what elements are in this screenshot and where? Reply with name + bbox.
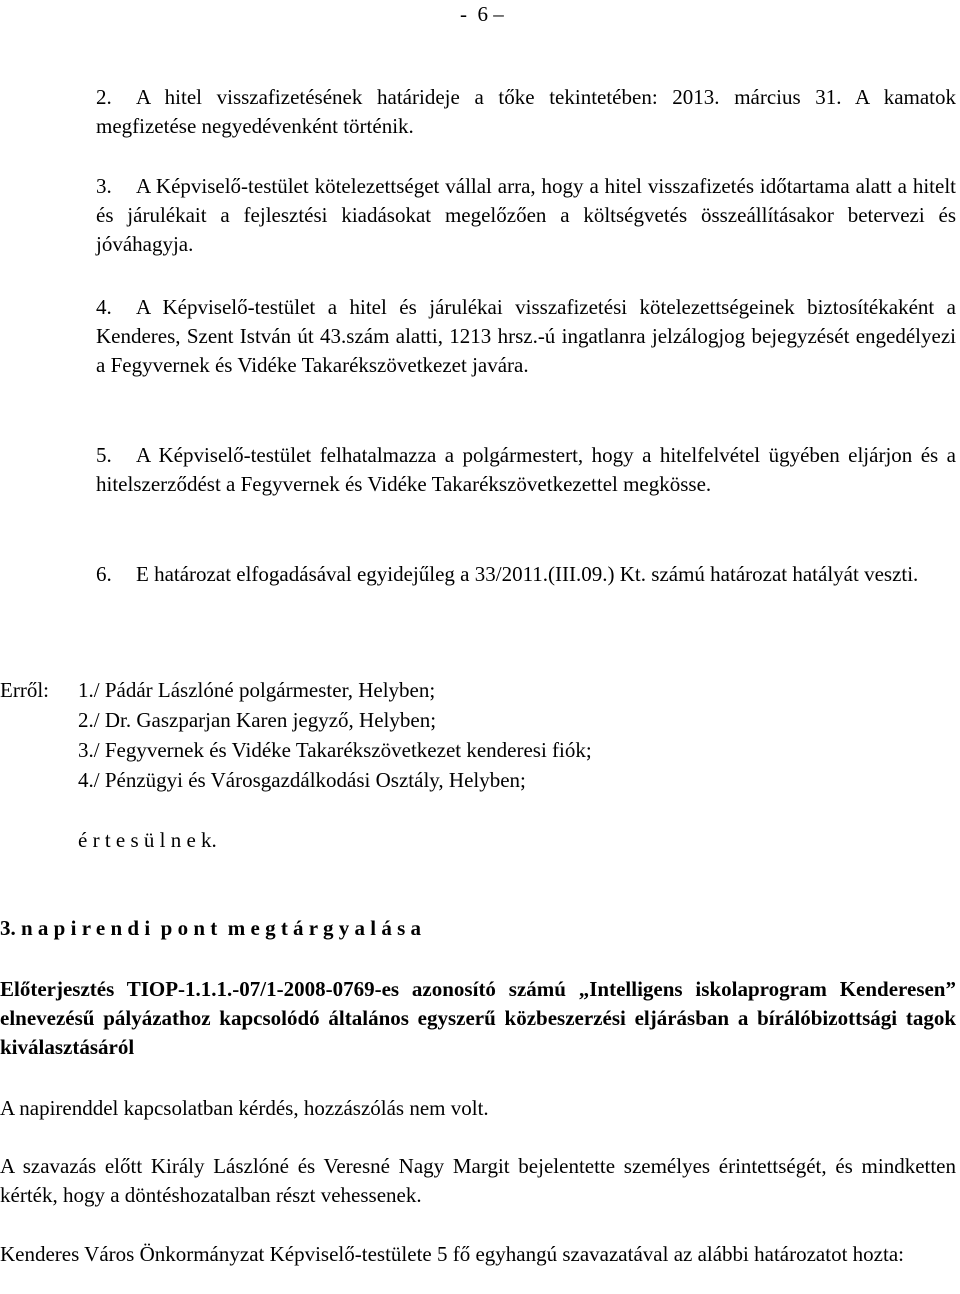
recipients-lead: Erről: (0, 678, 49, 702)
recipient-entry: 3./ Fegyvernek és Vidéke Takarékszövetkezet kenderesi fiók; (78, 738, 592, 762)
item-text: A Képviselő-testület felhatalmazza a polgármestert, hogy a hitelfelvétel ügyében eljárjon és a hitelszerződést a Fegyvernek és Vidéke Takarékszövetkezettel megkösse. (96, 443, 956, 496)
paragraph-no-questions: A napirenddel kapcsolatban kérdés, hozzászólás nem volt. (0, 1096, 489, 1120)
item-text: A Képviselő-testület a hitel és járulékai visszafizetési kötelezettségeinek biztosítékaként a Kenderes, Szent István út 43.szám alatti, 1213 hrsz.-ú ingatlanra jelzálogjog bejegyzését engedélyezi a Fegyvernek és Vidéke Takarékszövetkezet javára. (96, 295, 956, 377)
item-text: A hitel visszafizetésének határideje a tőke tekintetében: 2013. március 31. A kamatok megfizetése negyedévenként történik. (96, 85, 956, 138)
page-number: - 6 – (460, 2, 504, 26)
item-number: 6. (96, 562, 112, 586)
recipient-row (0, 766, 900, 796)
resolution-item-5 (96, 441, 956, 499)
resolution-item-6 (96, 560, 956, 589)
proposal-title: Előterjesztés TIOP-1.1.1.-07/1-2008-0769-es azonosító számú „Intelligens iskolaprogram Kenderesen” elnevezésű pályázathoz kapcsolódó általános egyszerű közbeszerzési eljárásban a bírálóbizottsági tagok kiválasztásáról (0, 977, 956, 1059)
agenda-heading (0, 914, 421, 943)
item-text: A Képviselő-testület kötelezettséget vállal arra, hogy a hitel visszafizetés időtartama alatt a hitelt és járulékait a fejlesztési kiadásokat megelőzően a költségvetés összeállításakor betervezi és jóváhagyja. (96, 174, 956, 256)
recipient-entry: 2./ Dr. Gaszparjan Karen jegyző, Helyben; (78, 708, 437, 732)
resolution-item-2 (96, 83, 956, 141)
agenda-number: 3. (0, 916, 16, 940)
resolution-item-4 (96, 293, 956, 380)
notification-note: é r t e s ü l n e k. (78, 828, 217, 852)
agenda-title: n a p i r e n d i p o n t m e g t á r g y a l á s a (21, 916, 422, 940)
recipient-entry: 1./ Pádár Lászlóné polgármester, Helyben; (78, 678, 436, 702)
resolution-item-3 (96, 172, 956, 259)
recipient-row (0, 736, 900, 766)
recipients-list (0, 676, 900, 796)
recipient-row (0, 676, 900, 706)
item-number: 3. (96, 174, 112, 198)
paragraph-voting-result: Kenderes Város Önkormányzat Képviselő-testülete 5 fő egyhangú szavazatával az alábbi határozatot hozta: (0, 1242, 904, 1266)
paragraph-conflict-of-interest: A szavazás előtt Király Lászlóné és Veresné Nagy Margit bejelentette személyes érintettségét, és mindketten kérték, hogy a döntéshozatalban részt vehessenek. (0, 1154, 956, 1207)
item-number: 5. (96, 443, 112, 467)
item-text: E határozat elfogadásával egyidejűleg a 33/2011.(III.09.) Kt. számú határozat hatályát veszti. (136, 562, 919, 586)
recipient-row (0, 706, 900, 736)
item-number: 2. (96, 85, 112, 109)
item-number: 4. (96, 295, 112, 319)
recipient-entry: 4./ Pénzügyi és Városgazdálkodási Osztály, Helyben; (78, 768, 526, 792)
